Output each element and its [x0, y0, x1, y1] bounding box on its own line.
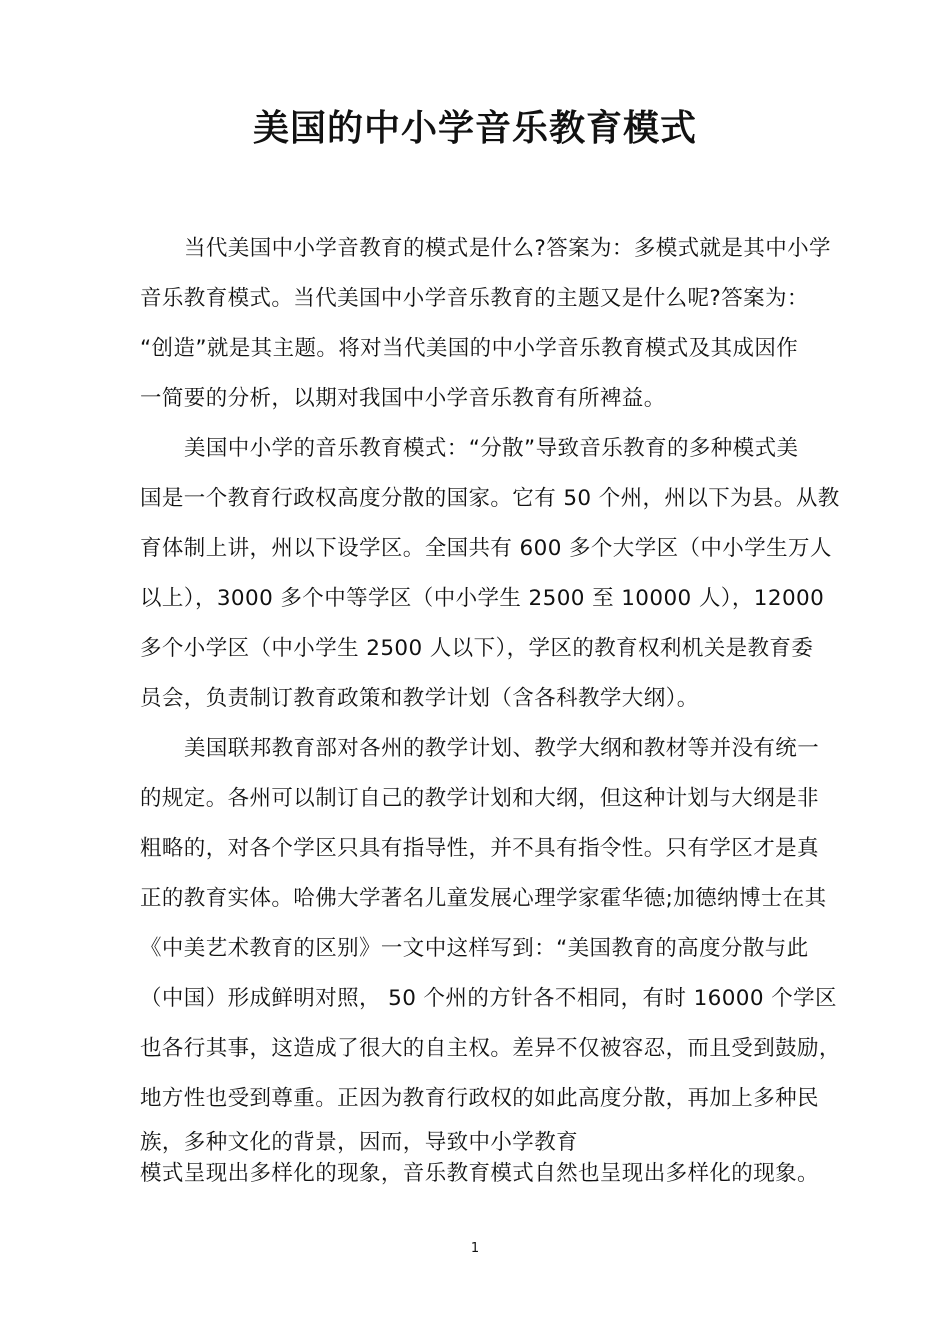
text-line: 《中美艺术教育的区别》一文中这样写到：“美国教育的高度分散与此 — [140, 936, 809, 961]
text-line: 也各行其事，这造成了很大的自主权。差异不仅被容忍，而且受到鼓励， — [140, 1036, 841, 1061]
text-line: 当代美国中小学音教育的模式是什么?答案为：多模式就是其中小学 — [184, 236, 831, 261]
text-line: 正的教育实体。哈佛大学著名儿童发展心理学家霍华德;加德纳博士在其 — [140, 886, 827, 911]
text-line: 一简要的分析，以期对我国中小学音乐教育有所裨益。 — [140, 386, 666, 411]
text-line: 国是一个教育行政权高度分散的国家。它有 50 个州，州以下为县。从教 — [140, 486, 840, 511]
document-body — [140, 227, 841, 1189]
text-line: 族，多种文化的背景，因而，导致中小学教育 — [140, 1130, 579, 1155]
text-line: 美国中小学的音乐教育模式：“分散”导致音乐教育的多种模式美 — [184, 436, 799, 461]
text-line: 粗略的，对各个学区只具有指导性，并不具有指令性。只有学区才是真 — [140, 836, 819, 861]
text-line: 模式呈现出多样化的现象，音乐教育模式自然也呈现出多样化的现象。 — [140, 1161, 819, 1186]
text-line: “创造”就是其主题。将对当代美国的中小学音乐教育模式及其成因作 — [140, 336, 799, 361]
text-line: 以上），3000 多个中等学区（中小学生 2500 至 10000 人），12000 — [140, 586, 825, 611]
text-line: 育体制上讲，州以下设学区。全国共有 600 多个大学区（中小学生万人 — [140, 536, 832, 561]
text-line: 地方性也受到尊重。正因为教育行政权的如此高度分散，再加上多种民 — [140, 1086, 819, 1111]
text-line: 员会，负责制订教育政策和教学计划（含各科教学大纲）。 — [140, 686, 699, 711]
text-line: 多个小学区（中小学生 2500 人以下），学区的教育权利机关是教育委 — [140, 636, 814, 661]
document-title: 美国的中小学音乐教育模式 — [252, 108, 697, 149]
text-line: （中国）形成鲜明对照， 50 个州的方针各不相同，有时 16000 个学区 — [140, 986, 837, 1011]
text-line: 音乐教育模式。当代美国中小学音乐教育的主题又是什么呢?答案为： — [140, 286, 809, 311]
text-line: 美国联邦教育部对各州的教学计划、教学大纲和教材等并没有统一 — [184, 736, 820, 761]
text-line: 的规定。各州可以制订自己的教学计划和大纲，但这种计划与大纲是非 — [140, 786, 819, 811]
page-number: 1 — [470, 1241, 480, 1256]
